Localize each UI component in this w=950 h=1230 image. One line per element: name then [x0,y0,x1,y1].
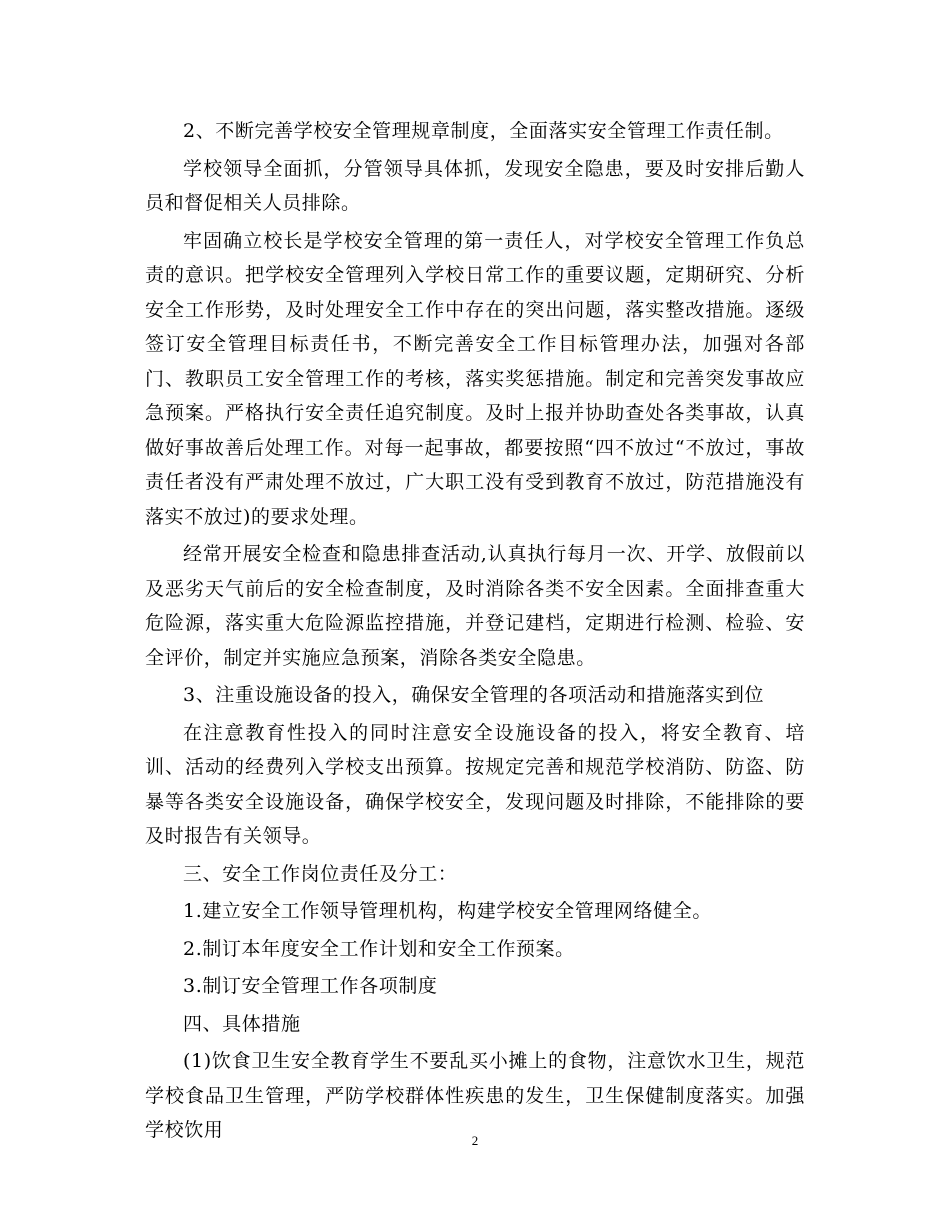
paragraph-section-3-heading: 3、注重设施设备的投入，确保安全管理的各项活动和措施落实到位 [183,684,765,706]
paragraph-part-3-heading: 三、安全工作岗位责任及分工： [183,862,458,885]
paragraph-section-2-heading: 2、不断完善学校安全管理规章制度，全面落实安全管理工作责任制。 [183,120,784,142]
paragraph-food-safety: (1)饮食卫生安全教育学生不要乱买小摊上的食物，注意饮水卫生，规范学校食品卫生管理，严防学校群体性疾患的发生，卫生保健制度落实。加强学校饮用 [145,1050,805,1141]
paragraph-part-4-heading: 四、具体措施 [183,1012,301,1035]
paragraph-leadership: 学校领导全面抓，分管领导具体抓，发现安全隐患，要及时安排后勤人员和督促相关人员排除。 [145,157,805,214]
document-body [145,114,805,1151]
paragraph-principal-responsibility: 牢固确立校长是学校安全管理的第一责任人，对学校安全管理工作负总责的意识。把学校安全管理列入学校日常工作的重要议题，定期研究、分析安全工作形势，及时处理安全工作中存在的突出问题，落实整改措施。逐级签订安全管理目标责任书，不断完善安全工作目标管理办法，加强对各部门、教职员工安全管理工作的考核，落实奖惩措施。制定和完善突发事故应急预案。严格执行安全责任追究制度。及时上报并协助查处各类事故，认真做好事故善后处理工作。对每一起事故，都要按照“四不放过“不放过，事故责任者没有严肃处理不放过，广大职工没有受到教育不放过，防范措施没有落实不放过)的要求处理。 [145,229,805,528]
paragraph-item-3: 3.制订安全管理工作各项制度 [183,975,438,997]
paragraph-facility-investment: 在注意教育性投入的同时注意安全设施设备的投入，将安全教育、培训、活动的经费列入学校支出预算。按规定完善和规范学校消防、防盗、防暴等各类安全设施设备，确保学校安全，发现问题及时排除，不能排除的要及时报告有关领导。 [145,721,805,847]
paragraph-item-1: 1.建立安全工作领导管理机构，构建学校安全管理网络健全。 [183,900,712,922]
page-number: 2 [471,1133,479,1148]
paragraph-item-2: 2.制订本年度安全工作计划和安全工作预案。 [183,937,575,960]
paragraph-safety-inspection: 经常开展安全检查和隐患排查活动,认真执行每月一次、开学、放假前以及恶劣天气前后的安全检查制度，及时消除各类不安全因素。全面排查重大危险源，落实重大危险源监控措施，并登记建档，定期进行检测、检验、安全评价，制定并实施应急预案，消除各类安全隐患。 [145,543,805,669]
